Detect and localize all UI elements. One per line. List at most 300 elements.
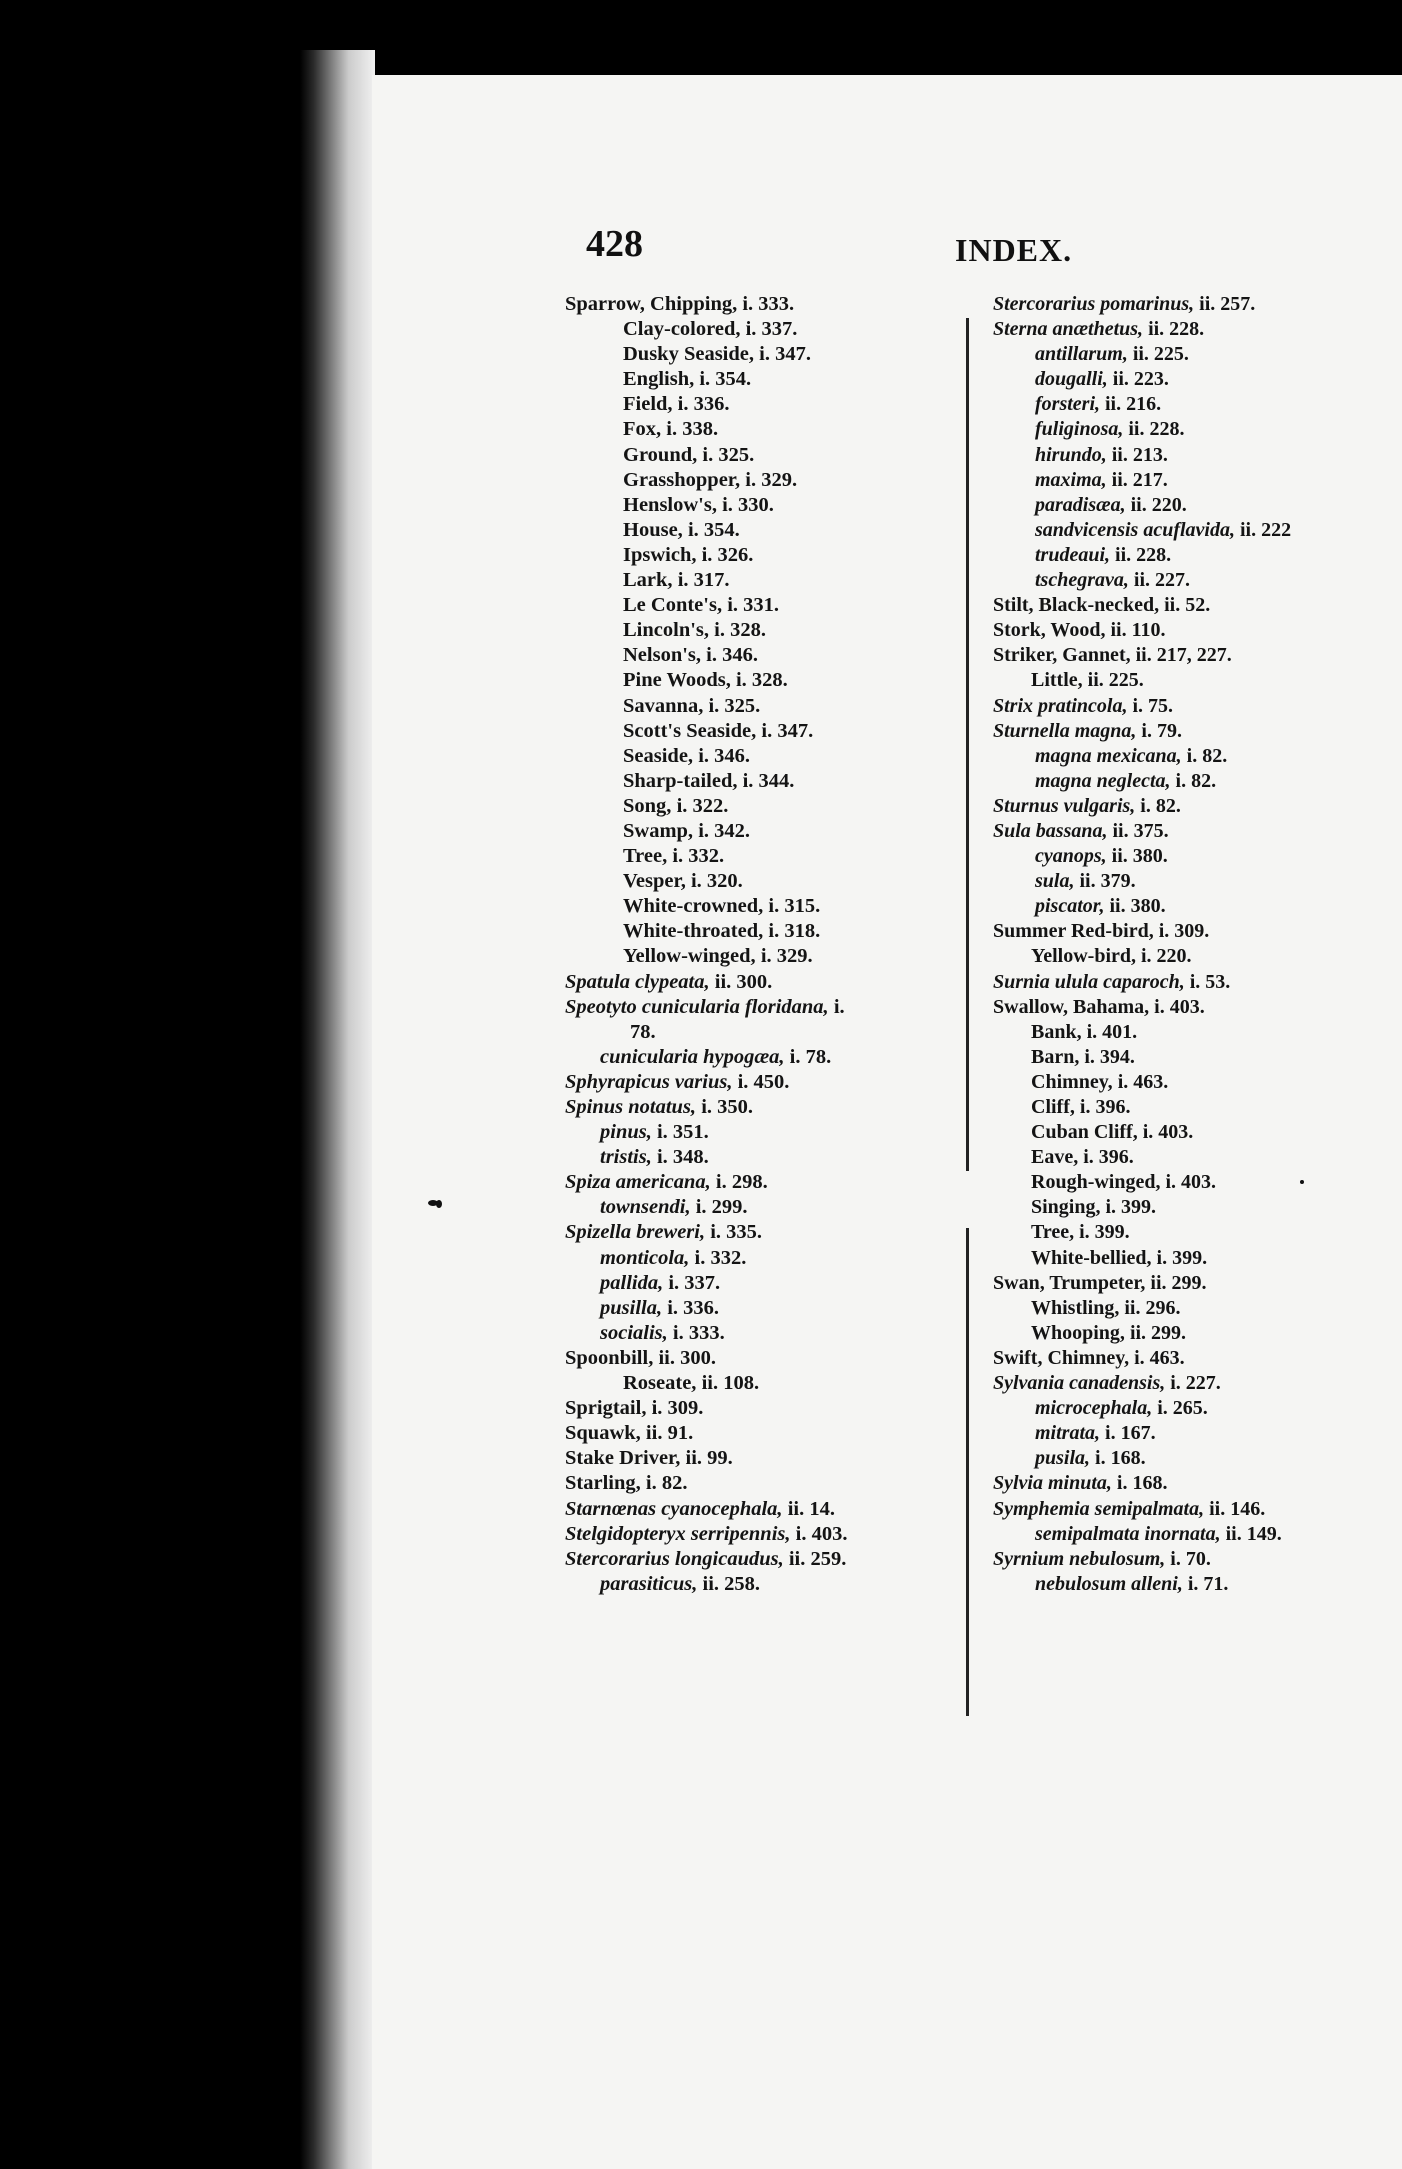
index-entry-page-ref: i. 396.	[1079, 1096, 1131, 1118]
index-entry	[993, 1070, 1402, 1095]
index-entry	[565, 1170, 950, 1195]
index-entry-name: Eave,	[1031, 1146, 1079, 1169]
index-column-right	[993, 292, 1402, 1597]
index-entry	[993, 1045, 1402, 1070]
index-entry	[993, 593, 1402, 618]
index-entry	[565, 468, 950, 493]
index-entry	[993, 1572, 1402, 1597]
index-entry-page-ref: i. 220.	[1141, 945, 1192, 968]
index-entry	[565, 643, 950, 668]
index-entry	[565, 568, 950, 593]
index-entry	[993, 1271, 1402, 1296]
index-entry	[993, 668, 1402, 693]
index-entry-name: Spiza americana,	[565, 1171, 711, 1194]
scan-speck	[436, 1200, 442, 1208]
index-entry-name: pinus,	[600, 1121, 652, 1144]
index-entry	[993, 1321, 1402, 1346]
index-entry-page-ref: ii. 296.	[1124, 1296, 1181, 1319]
index-entry-name: Strix pratincola,	[993, 694, 1128, 717]
index-entry	[565, 1371, 950, 1396]
index-entry-name: Sylvia minuta,	[993, 1472, 1112, 1495]
index-entry-page-ref: ii. 216.	[1105, 393, 1162, 416]
index-entry-name: Little,	[1031, 669, 1083, 692]
index-entry	[565, 894, 950, 919]
index-entry-name: Sparrow, Chipping,	[565, 293, 738, 315]
index-entry	[993, 367, 1402, 392]
index-entry-page-ref: i. 82.	[1186, 744, 1228, 767]
index-entry-page-ref: i. 326.	[701, 543, 754, 566]
index-entry	[565, 543, 950, 568]
index-entry	[993, 1195, 1402, 1220]
scan-speck	[1300, 1180, 1304, 1184]
index-entry-name: Swan, Trumpeter,	[993, 1271, 1146, 1294]
index-entry	[565, 1547, 950, 1572]
index-entry	[993, 1145, 1402, 1170]
index-entry-page-ref: ii. 228.	[1115, 543, 1172, 566]
column-divider-rule-bottom	[966, 1228, 969, 1716]
index-entry	[993, 1547, 1402, 1572]
index-entry-name: microcephala,	[1035, 1397, 1153, 1420]
index-entry-name: Lark,	[623, 569, 673, 592]
index-entry-page-ref: ii. 379.	[1079, 870, 1136, 893]
index-entry-page-ref: i. 394.	[1084, 1045, 1135, 1068]
index-entry	[993, 292, 1402, 317]
index-entry-continuation: 78.	[630, 1020, 656, 1043]
index-entry-name: monticola,	[600, 1246, 690, 1269]
page-number: 428	[586, 223, 643, 265]
index-entry	[565, 342, 950, 367]
index-entry-name: forsteri,	[1035, 393, 1100, 416]
index-entry	[993, 869, 1402, 894]
index-entry-page-ref: i. 329.	[745, 468, 798, 491]
index-entry-page-ref: ii. 227.	[1133, 569, 1191, 592]
index-entry	[565, 1070, 950, 1095]
index-entry-name: House,	[623, 518, 683, 541]
index-entry-name: Roseate,	[623, 1372, 697, 1395]
index-entry-name: cunicularia hypogæa,	[600, 1045, 785, 1068]
index-entry	[993, 1220, 1402, 1245]
index-entry-page-ref: i. 333.	[672, 1321, 725, 1344]
index-entry-name: Sterna anæthetus,	[993, 318, 1144, 341]
index-entry-page-ref: i. 403.	[1154, 995, 1205, 1018]
index-entry-name: piscator,	[1035, 895, 1105, 918]
index-entry-page-ref: ii. 375.	[1112, 819, 1169, 842]
index-entry-name: Sylvania canadensis,	[993, 1372, 1166, 1395]
index-entry-name: pallida,	[600, 1271, 664, 1294]
index-entry-page-ref: ii. 146.	[1209, 1497, 1266, 1520]
index-entry-name: Cliff,	[1031, 1096, 1075, 1118]
index-entry-page-ref: ii. 257.	[1199, 293, 1256, 315]
index-entry	[993, 417, 1402, 442]
index-entry-page-ref: ii. 52.	[1164, 594, 1211, 617]
index-entry-name: Symphemia semipalmata,	[993, 1497, 1205, 1520]
index-entry	[565, 1396, 950, 1421]
index-entry-page-ref: i. 344.	[742, 769, 795, 792]
index-entry-page-ref: i. 396.	[1083, 1146, 1134, 1169]
index-entry-page-ref: ii. 213.	[1111, 443, 1168, 466]
index-entry-page-ref: i. 328.	[735, 669, 788, 692]
index-entry	[565, 1522, 950, 1547]
index-entry	[993, 1020, 1402, 1045]
index-entry-name: Ground,	[623, 443, 698, 466]
index-entry-name: Chimney,	[1031, 1070, 1113, 1093]
index-entry	[565, 1220, 950, 1245]
index-entry	[565, 443, 950, 468]
index-entry-name: Barn,	[1031, 1045, 1080, 1068]
index-entry-name: Stelgidopteryx serripennis,	[565, 1522, 791, 1545]
index-entry-name: Striker, Gannet,	[993, 644, 1131, 667]
index-entry-page-ref: i. 332.	[672, 845, 725, 868]
index-entry-page-ref: i. 347.	[759, 343, 811, 366]
index-entry-name: Syrnium nebulosum,	[993, 1547, 1166, 1570]
index-entry	[565, 292, 950, 317]
index-entry-name: Speotyto cunicularia floridana,	[565, 995, 829, 1018]
index-entry	[993, 844, 1402, 869]
index-entry-page-ref: ii. 220.	[1130, 493, 1187, 516]
index-entry	[565, 744, 950, 769]
index-entry-name: Stork, Wood,	[993, 619, 1106, 642]
index-entry	[993, 1371, 1402, 1396]
index-entry-name: Bank,	[1031, 1020, 1082, 1043]
index-entry-page-ref: i. 315.	[768, 895, 821, 918]
index-entry-name: White-crowned,	[623, 895, 764, 918]
index-entry-name: mitrata,	[1035, 1422, 1101, 1445]
index-entry-name: Surnia ulula caparoch,	[993, 970, 1185, 993]
index-entry-page-ref: i. 317.	[677, 569, 730, 592]
index-entry-name: Tree,	[623, 845, 668, 868]
index-entry-page-ref: i. 325.	[708, 694, 761, 717]
index-entry-page-ref: ii. 380.	[1109, 895, 1166, 918]
index-entry	[565, 1572, 950, 1597]
index-entry-name: Starling,	[565, 1472, 641, 1495]
index-entry-page-ref: i. 401.	[1086, 1020, 1138, 1043]
index-entry-name: Swamp,	[623, 819, 694, 842]
index-entry-page-ref: ii. 259.	[788, 1547, 847, 1570]
index-entry-page-ref: i. 351.	[656, 1121, 709, 1144]
index-entry	[993, 443, 1402, 468]
index-entry-name: Dusky Seaside,	[623, 343, 755, 366]
index-entry-page-ref: i. 463.	[1117, 1070, 1169, 1093]
index-entry-name: Yellow-winged,	[623, 945, 756, 968]
index-entry-page-ref: i. 265.	[1157, 1397, 1208, 1420]
index-entry-page-ref: i. 309.	[1158, 920, 1210, 943]
index-entry-page-ref: i. 329.	[760, 945, 813, 968]
index-entry-name: Song,	[623, 794, 672, 817]
index-entry-name: Seaside,	[623, 744, 694, 767]
index-entry	[565, 919, 950, 944]
index-entry	[993, 769, 1402, 794]
index-entry-name: parasiticus,	[600, 1572, 698, 1595]
index-entry-name: Singing,	[1031, 1196, 1101, 1219]
index-entry-name: Sharp-tailed,	[623, 769, 738, 792]
index-entry	[993, 744, 1402, 769]
index-entry-page-ref: i. 82.	[645, 1472, 688, 1495]
index-entry	[993, 317, 1402, 342]
index-entry	[993, 518, 1402, 543]
column-divider-rule-top	[966, 318, 969, 1171]
index-entry-page-ref: i. 309.	[651, 1397, 704, 1420]
index-entry-name: Tree,	[1031, 1221, 1075, 1244]
index-entry	[565, 493, 950, 518]
running-head	[0, 222, 1402, 272]
index-entry-name: sula,	[1035, 870, 1075, 893]
index-entry-page-ref: i. 82.	[1175, 769, 1217, 792]
index-entry	[993, 643, 1402, 668]
index-entry-name: Stercorarius pomarinus,	[993, 293, 1195, 315]
index-entry-page-ref: i. 331.	[727, 594, 780, 617]
index-entry	[565, 392, 950, 417]
index-entry-name: Yellow-bird,	[1031, 945, 1136, 968]
index-entry-page-ref: ii. 108.	[701, 1372, 760, 1395]
index-entry-page-ref: i. 342.	[698, 819, 751, 842]
index-entry-page-ref: i. 320.	[690, 870, 743, 893]
index-entry-page-ref: i. 75.	[1132, 694, 1174, 717]
index-entry-name: tschegrava,	[1035, 569, 1129, 592]
index-entry	[993, 894, 1402, 919]
index-entry-name: hirundo,	[1035, 443, 1107, 466]
index-entry-page-ref: i. 450.	[737, 1070, 790, 1093]
index-entry-page-ref: i. 399.	[1079, 1221, 1130, 1244]
index-entry-page-ref: ii. 110.	[1110, 619, 1166, 642]
index-entry-name: Spinus notatus,	[565, 1096, 697, 1118]
index-entry	[565, 1045, 950, 1070]
index-entry	[993, 919, 1402, 944]
index-entry	[993, 819, 1402, 844]
index-entry	[565, 593, 950, 618]
index-entry-name: tristis,	[600, 1146, 652, 1169]
index-entry	[565, 618, 950, 643]
index-column-left	[565, 292, 950, 1597]
index-entry	[565, 1346, 950, 1371]
index-entry-name: antillarum,	[1035, 343, 1128, 366]
index-entry-page-ref: ii. 149.	[1225, 1522, 1282, 1545]
index-entry-name: Spizella breweri,	[565, 1221, 706, 1244]
index-entry	[993, 1396, 1402, 1421]
index-entry-page-ref: i. 71.	[1187, 1572, 1229, 1595]
index-entry	[993, 1497, 1402, 1522]
index-entry-name: sandvicensis acuflavida,	[1035, 518, 1235, 541]
index-entry-name: Sturnella magna,	[993, 719, 1137, 742]
index-entry-name: magna mexicana,	[1035, 744, 1182, 767]
index-entry	[993, 618, 1402, 643]
index-entry-page-ref: i. 337.	[668, 1271, 721, 1294]
index-entry	[565, 719, 950, 744]
index-entry	[565, 1321, 950, 1346]
index-entry-name: Rough-winged,	[1031, 1171, 1161, 1194]
index-entry	[565, 1095, 950, 1120]
index-entry-page-ref: ii. 228.	[1148, 318, 1205, 341]
index-entry-name: cyanops,	[1035, 845, 1107, 868]
index-entry-page-ref: i. 82.	[1140, 794, 1181, 817]
index-entry-name: Swallow, Bahama,	[993, 995, 1150, 1018]
index-entry-page-ref: i.	[833, 995, 845, 1018]
index-entry-page-ref: i. 322.	[676, 794, 729, 817]
index-entry-page-ref: i. 399.	[1156, 1246, 1208, 1269]
index-entry	[565, 1120, 950, 1145]
index-entry	[993, 944, 1402, 969]
index-entry-page-ref: i. 167.	[1105, 1422, 1156, 1445]
index-entry-name: nebulosum alleni,	[1035, 1572, 1183, 1595]
index-entry	[565, 1471, 950, 1496]
index-entry	[993, 1522, 1402, 1547]
index-entry-name: Starnœnas cyanocephala,	[565, 1497, 783, 1520]
index-entry-page-ref: ii. 258.	[702, 1572, 761, 1595]
index-entry	[993, 543, 1402, 568]
index-entry	[565, 1145, 950, 1170]
index-entry-name: pusilla,	[600, 1296, 663, 1319]
index-entry-page-ref: i. 346.	[706, 644, 758, 667]
index-entry-name: Grasshopper,	[623, 468, 741, 491]
index-entry-page-ref: i. 53.	[1189, 970, 1231, 993]
index-entry-page-ref: i. 299.	[695, 1196, 748, 1219]
index-entry	[565, 844, 950, 869]
index-entry	[565, 769, 950, 794]
index-entry-name: White-throated,	[623, 920, 764, 943]
index-entry-page-ref: i. 318.	[768, 920, 821, 943]
index-entry	[993, 1095, 1402, 1120]
index-entry-name: English,	[623, 368, 695, 391]
index-entry-name: Lincoln's,	[623, 619, 710, 642]
index-entry-name: Sturnus vulgaris,	[993, 794, 1136, 817]
index-entry-page-ref: i. 335.	[710, 1221, 763, 1244]
index-entry-page-ref: ii. 299.	[1150, 1271, 1207, 1294]
book-spine-shadow	[300, 50, 375, 2169]
index-entry-page-ref: i. 403.	[795, 1522, 848, 1545]
index-entry-page-ref: i. 336.	[677, 393, 730, 416]
index-entry-page-ref: i. 354.	[687, 518, 740, 541]
index-entry-page-ref: ii. 222	[1240, 518, 1292, 541]
index-entry-page-ref: i. 79.	[1141, 719, 1182, 742]
index-entry-name: Sphyrapicus varius,	[565, 1070, 733, 1093]
index-entry	[993, 392, 1402, 417]
index-entry	[565, 518, 950, 543]
index-entry	[993, 1246, 1402, 1271]
page-title: INDEX.	[955, 232, 1073, 268]
index-entry	[993, 719, 1402, 744]
index-entry-name: Vesper,	[623, 870, 686, 893]
index-entry	[993, 1421, 1402, 1446]
index-entry-page-ref: i. 348.	[656, 1146, 709, 1169]
index-entry	[565, 417, 950, 442]
index-entry	[565, 1195, 950, 1220]
index-entry-name: magna neglecta,	[1035, 769, 1171, 792]
index-entry-name: Whistling,	[1031, 1296, 1120, 1319]
index-entry	[565, 869, 950, 894]
index-entry-name: Whooping,	[1031, 1321, 1125, 1344]
index-entry-name: Spoonbill,	[565, 1346, 654, 1369]
index-entry-page-ref: i. 227.	[1170, 1372, 1221, 1395]
index-entry-page-ref: ii. 223.	[1112, 368, 1169, 391]
index-entry-page-ref: i. 330.	[722, 493, 774, 516]
index-entry	[993, 493, 1402, 518]
index-entry-name: Fox,	[623, 418, 662, 441]
index-entry	[565, 668, 950, 693]
index-entry-page-ref: i. 332.	[694, 1246, 747, 1269]
index-entry-name: Stake Driver,	[565, 1447, 681, 1470]
index-entry-name: Stilt, Black-necked,	[993, 594, 1160, 617]
index-entry-name: Squawk,	[565, 1422, 641, 1445]
index-entry	[993, 342, 1402, 367]
index-entry-page-ref: i. 70.	[1170, 1547, 1211, 1570]
index-entry	[993, 1296, 1402, 1321]
index-entry	[993, 1170, 1402, 1195]
index-entry	[565, 1296, 950, 1321]
index-entry	[993, 1446, 1402, 1471]
index-entry-page-ref: i. 333.	[742, 293, 795, 315]
index-entry	[993, 1346, 1402, 1371]
index-entry-page-ref: ii. 228.	[1128, 418, 1185, 441]
index-entry-page-ref: i. 346.	[698, 744, 751, 767]
index-entry-page-ref: i. 399.	[1105, 1196, 1157, 1219]
index-entry-page-ref: ii. 217.	[1111, 468, 1168, 491]
index-entry-page-ref: i. 168.	[1116, 1472, 1168, 1495]
index-entry-name: Savanna,	[623, 694, 704, 717]
index-entry	[565, 1421, 950, 1446]
index-entry-page-ref: i. 78.	[789, 1045, 832, 1068]
index-entry-page-ref: i. 336.	[667, 1296, 720, 1319]
index-entry	[565, 367, 950, 392]
index-entry-name: Le Conte's,	[623, 594, 723, 617]
index-entry-page-ref: i. 347.	[761, 719, 814, 742]
index-entry-page-ref: ii. 14.	[787, 1497, 835, 1520]
index-entry	[993, 1120, 1402, 1145]
index-entry-page-ref: ii. 225.	[1132, 343, 1189, 366]
index-entry-name: Henslow's,	[623, 493, 717, 516]
index-entry	[565, 944, 950, 969]
index-entry-name: trudeaui,	[1035, 543, 1111, 566]
index-entry-page-ref: ii. 225.	[1087, 669, 1144, 692]
index-entry-page-ref: ii. 91.	[645, 1422, 694, 1445]
index-entry-page-ref: i. 298.	[715, 1171, 768, 1194]
index-entry-page-ref: ii. 217, 227.	[1135, 644, 1232, 667]
index-entry-page-ref: ii. 380.	[1111, 845, 1168, 868]
index-entry-name: Summer Red-bird,	[993, 920, 1154, 943]
index-entry-name: Spatula clypeata,	[565, 970, 710, 993]
index-entry	[565, 317, 950, 342]
index-entry-name: Cuban Cliff,	[1031, 1121, 1138, 1144]
index-entry	[993, 794, 1402, 819]
index-entry-page-ref: i. 337.	[745, 318, 798, 341]
index-entry-name: dougalli,	[1035, 368, 1108, 391]
index-entry-page-ref: i. 328.	[714, 619, 766, 642]
index-entry	[993, 468, 1402, 493]
index-entry-name: Pine Woods,	[623, 669, 731, 692]
index-entry-name: socialis,	[600, 1321, 668, 1344]
index-entry-name: Clay-colored,	[623, 318, 741, 341]
index-entry-name: Swift, Chimney,	[993, 1346, 1130, 1369]
index-entry-name: townsendi,	[600, 1196, 691, 1219]
index-entry	[565, 970, 950, 995]
index-entry	[993, 1471, 1402, 1496]
index-entry	[565, 694, 950, 719]
index-entry-name: Nelson's,	[623, 644, 702, 667]
index-entry-page-ref: i. 403.	[1142, 1121, 1194, 1144]
index-entry	[565, 1497, 950, 1522]
index-entry-name: fuliginosa,	[1035, 418, 1124, 441]
index-entry	[565, 995, 950, 1020]
index-entry-page-ref: i. 354.	[699, 368, 752, 391]
index-entry-name: pusila,	[1035, 1447, 1091, 1470]
index-entry-page-ref: i. 463.	[1134, 1346, 1185, 1369]
index-entry-name: semipalmata inornata,	[1035, 1522, 1221, 1545]
index-entry-page-ref: i. 403.	[1165, 1171, 1217, 1194]
index-entry	[565, 794, 950, 819]
index-entry-name: Field,	[623, 393, 673, 416]
index-entry-name: paradisæa,	[1035, 493, 1126, 516]
index-entry	[993, 970, 1402, 995]
index-entry	[565, 1271, 950, 1296]
index-entry-page-ref: ii. 300.	[658, 1346, 716, 1369]
